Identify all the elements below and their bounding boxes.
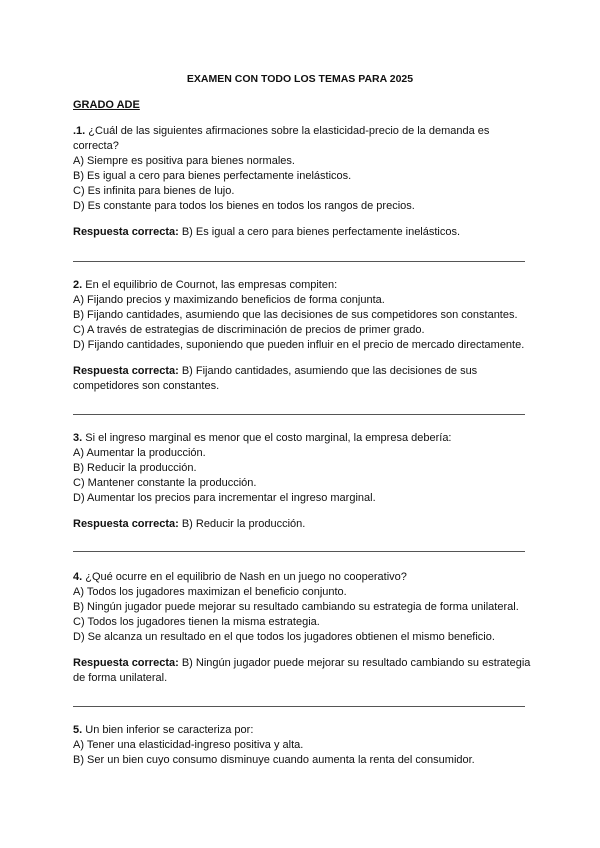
question-text: 4. ¿Qué ocurre en el equilibrio de Nash en un juego no cooperativo? [73, 571, 407, 583]
question-5 [73, 723, 533, 768]
option: A) Todos los jugadores maximizan el beneficio conjunto. [73, 586, 347, 598]
answer: Respuesta correcta: B) Ningún jugador puede mejorar su resultado cambiando su estrategia de forma unilateral. [73, 657, 531, 684]
option: C) Todos los jugadores tienen la misma estrategia. [73, 616, 320, 628]
question-2 [73, 278, 533, 394]
option: A) Fijando precios y maximizando beneficios de forma conjunta. [73, 294, 385, 306]
option: A) Siempre es positiva para bienes normales. [73, 155, 295, 167]
option: D) Aumentar los precios para incrementar el ingreso marginal. [73, 492, 376, 504]
question-3 [73, 431, 533, 532]
divider [73, 706, 525, 707]
option: C) Mantener constante la producción. [73, 477, 257, 489]
option: B) Reducir la producción. [73, 462, 197, 474]
divider [73, 551, 525, 552]
option: D) Se alcanza un resultado en el que todos los jugadores obtienen el mismo beneficio. [73, 631, 495, 643]
question-4 [73, 570, 533, 686]
option: A) Aumentar la producción. [73, 447, 206, 459]
option: B) Es igual a cero para bienes perfectamente inelásticos. [73, 170, 352, 182]
divider [73, 261, 525, 262]
option: B) Ser un bien cuyo consumo disminuye cuando aumenta la renta del consumidor. [73, 754, 475, 766]
option: B) Fijando cantidades, asumiendo que las decisiones de sus competidores son constantes. [73, 309, 518, 321]
question-1 [73, 124, 533, 240]
answer: Respuesta correcta: B) Es igual a cero para bienes perfectamente inelásticos. [73, 226, 461, 238]
question-text: .1. ¿Cuál de las siguientes afirmaciones sobre la elasticidad-precio de la demanda es correcta? [73, 125, 490, 152]
option: C) Es infinita para bienes de lujo. [73, 185, 235, 197]
question-text: 2. En el equilibrio de Cournot, las empresas compiten: [73, 279, 338, 291]
section-heading: GRADO ADE [73, 99, 140, 111]
option: B) Ningún jugador puede mejorar su resultado cambiando su estrategia de forma unilateral. [73, 601, 519, 613]
divider [73, 414, 525, 415]
question-text: 3. Si el ingreso marginal es menor que el costo marginal, la empresa debería: [73, 432, 452, 444]
answer: Respuesta correcta: B) Reducir la producción. [73, 518, 306, 530]
option: A) Tener una elasticidad-ingreso positiva y alta. [73, 739, 304, 751]
option: C) A través de estrategias de discriminación de precios de primer grado. [73, 324, 425, 336]
question-text: 5. Un bien inferior se caracteriza por: [73, 724, 254, 736]
option: D) Es constante para todos los bienes en todos los rangos de precios. [73, 200, 415, 212]
answer: Respuesta correcta: B) Fijando cantidades, asumiendo que las decisiones de sus competidores son constantes. [73, 365, 478, 392]
option: D) Fijando cantidades, suponiendo que pueden influir en el precio de mercado directamente. [73, 339, 525, 351]
document-title: EXAMEN CON TODO LOS TEMAS PARA 2025 [186, 73, 414, 85]
